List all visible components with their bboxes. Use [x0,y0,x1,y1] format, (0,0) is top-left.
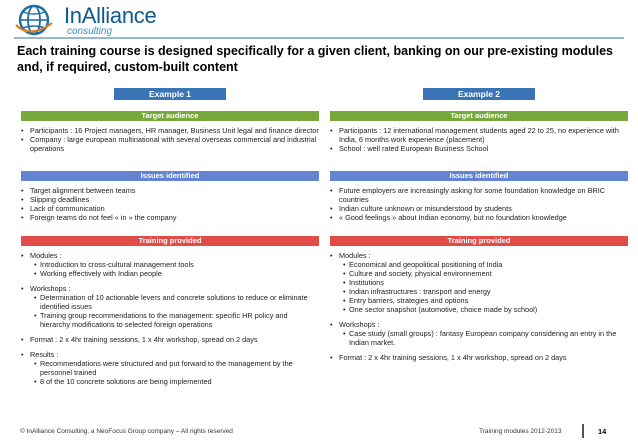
example-1-title: Example 1 [114,88,226,100]
footer-document-name: Training modules 2012-2013 [479,428,562,435]
list-item [21,251,319,278]
list-item: • Institutions [345,278,628,287]
list-item [21,284,319,329]
example-2-column [330,88,628,362]
list-item: • Indian infrastructures : transport and energy [345,287,628,296]
modules-label: Modules : [30,251,62,260]
page-title: Each training course is designed specifically for a given client, banking on our pre-existing modules and, if required, custom-built content [17,44,613,74]
logo-subtitle: consulting [67,26,113,37]
list-item: • Participants : 12 international management students aged 22 to 25, no experience with India, 6 months work experience (placement) [330,126,628,144]
list-item [21,350,319,386]
list-item: • One sector snapshot (automotive, choice made by school) [345,305,628,314]
issues-header: Issues identified [330,171,628,181]
list-item [330,251,628,314]
list-item: • Entry barriers, strategies and options [345,296,628,305]
issues-header: Issues identified [21,171,319,181]
list-item: • 8 of the 10 concrete solutions are being implemented [36,377,319,386]
example-2-title: Example 2 [423,88,535,100]
target-audience-header: Target audience [330,111,628,121]
list-item: • Indian culture unknown or misunderstood by students [330,204,628,213]
list-item: • Training group recommendations to the management: specific HR policy and hierarchy modifications to selected foreign operations [36,311,319,329]
training-header: Training provided [21,236,319,246]
list-item: • Working effectively with Indian people [36,269,319,278]
list-item: • Format : 2 x 4hr training sessions, 1 x 4hr workshop, spread on 2 days [330,353,628,362]
modules-label: Modules : [339,251,371,260]
workshops-label: Workshops : [30,284,71,293]
list-item: • Case study (small groups) : fantasy European company considering an entry in the Indian market. [345,329,628,347]
training-header: Training provided [330,236,628,246]
page-number: 14 [598,427,607,436]
list-item: • School : well rated European Business School [330,144,628,153]
footer-copyright: © InAlliance Consulting, a NeoFocus Group company – All rights reserved [20,428,233,435]
list-item: • Participants : 16 Project managers, HR manager, Business Unit legal and finance director [21,126,319,135]
list-item: • Company : large european multinational with several overseas commercial and industrial operations [21,135,319,153]
list-item: • Culture and society, physical environnement [345,269,628,278]
target-audience-header: Target audience [21,111,319,121]
list-item: • Introduction to cross-cultural management tools [36,260,319,269]
list-item: • « Good feelings » about Indian economy, but no foundation knowledge [330,213,628,222]
list-item: • Determination of 10 actionable levers and concrete solutions to reduce or eliminate identified issues [36,293,319,311]
example-1-column [21,88,319,386]
list-item: • Slipping deadlines [21,195,319,204]
list-item: • Economical and geopolitical positioning of India [345,260,628,269]
footer-divider [582,424,584,438]
list-item: • Foreign teams do not feel « in » the company [21,213,319,222]
globe-icon [14,3,58,37]
list-item: • Lack of communication [21,204,319,213]
list-item: • Format : 2 x 4hr training sessions, 1 x 4hr workshop, spread on 2 days [21,335,319,344]
list-item [330,320,628,347]
header-divider [14,37,624,39]
workshops-label: Workshops : [339,320,380,329]
list-item: • Target alignment between teams [21,186,319,195]
logo-name: InAlliance [64,3,157,28]
results-label: Results : [30,350,59,359]
list-item: • Future employers are increasingly asking for some foundation knowledge on BRIC countries [330,186,628,204]
list-item: • Recommendations were structured and put forward to the management by the personnel trained [36,359,319,377]
company-logo [14,3,174,37]
